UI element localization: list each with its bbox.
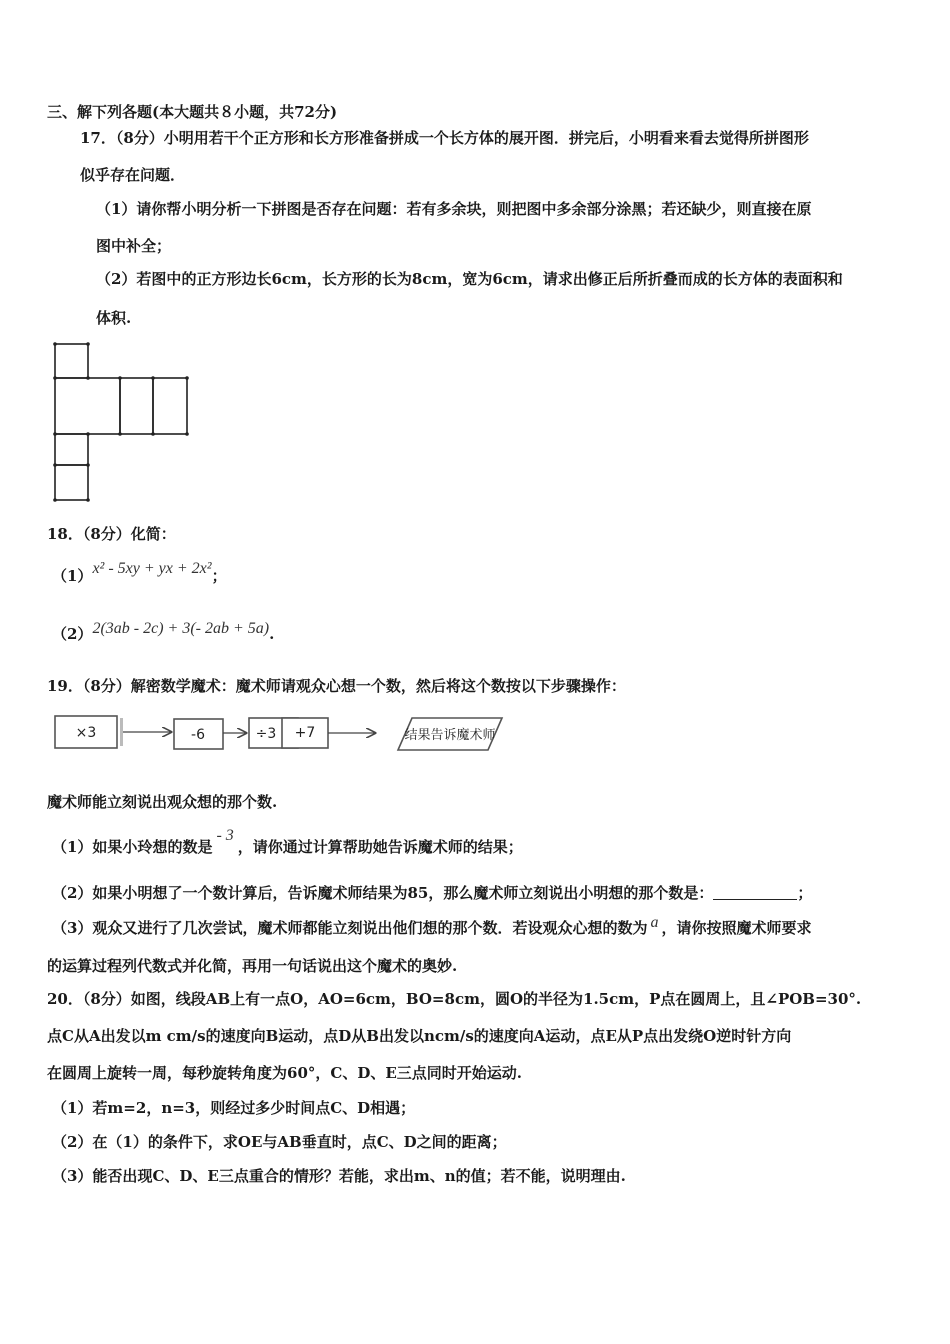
flow-step-1: ×3: [75, 725, 97, 741]
q18-part1-end: ；: [211, 567, 227, 585]
q20-line2: 点C从A出发以m cm/s的速度向B运动，点D从B出发以ncm/s的速度向A运动，点E从P点出发绕O逆时针方向: [47, 1027, 792, 1045]
q20-line1: 20．（8分）如图，线段AB上有一点O，AO=6cm，BO=8cm，圆O的半径为1.5cm，P点在圆周上，且∠POB=30°.: [47, 990, 862, 1008]
q18-part1: [52, 560, 227, 587]
q17-part2-line2: 体积.: [96, 309, 132, 327]
q17-header-cont: 似乎存在问题．: [80, 166, 186, 184]
q19-part1-text-a: （1）如果小玲想的数是: [52, 838, 213, 856]
q17-part1-line2: 图中补全；: [96, 237, 172, 255]
q19-part1: [52, 827, 523, 858]
q18-part2-end: .: [269, 625, 275, 643]
q17-part2-line1: （2）若图中的正方形边长6cm，长方形的长为8cm，宽为6cm，请求出修正后所折叠而成的长方体的表面积和: [96, 270, 843, 288]
q19-part1-number: - 3: [216, 827, 234, 844]
q18-part2-label: （2）: [52, 625, 93, 643]
flow-step-2: -6: [191, 727, 205, 743]
q20-line3: 在圆周上旋转一周，每秒旋转角度为60°，C、D、E三点同时开始运动.: [47, 1064, 522, 1082]
q19-intro: 魔术师能立刻说出观众想的那个数.: [47, 793, 278, 811]
flow-step-3: ÷3: [255, 726, 277, 742]
q19-part2-end: ；: [797, 884, 813, 902]
net-rect-2: [120, 378, 153, 434]
q18-part1-expression: x² - 5xy + yx + 2x²: [92, 560, 212, 577]
q19-part2: [52, 883, 812, 903]
q19-flowchart: [50, 710, 510, 756]
q18-part1-label: （1）: [52, 567, 93, 585]
q20-part3: （3）能否出现C、D、E三点重合的情形？若能，求出m、n的值；若不能，说明理由.: [52, 1167, 626, 1185]
q19-part3-text-b: ，请你按照魔术师要求: [661, 919, 812, 937]
answer-blank[interactable]: [713, 885, 797, 900]
q18-part2-expression: 2(3ab - 2c) + 3(- 2ab + 5a): [92, 620, 270, 637]
q18-header: 18．（8分）化简：: [47, 525, 176, 543]
net-square-bottom: [55, 465, 88, 500]
q19-part3-line2: 的运算过程列代数式并化简，再用一句话说出这个魔术的奥妙.: [47, 957, 458, 975]
flow-result-label: 结果告诉魔术师: [404, 728, 496, 743]
q20-part2: （2）在（1）的条件下，求OE与AB垂直时，点C、D之间的距离；: [52, 1133, 507, 1151]
q20-part1: （1）若m=2，n=3，则经过多少时间点C、D相遇；: [52, 1099, 416, 1117]
q19-part3-variable: a: [650, 914, 659, 931]
cuboid-net-figure: [50, 340, 195, 505]
q19-part1-text-b: ，请你通过计算帮助她告诉魔术师的结果；: [237, 838, 523, 856]
q17-header: 17．（8分）小明用若干个正方形和长方形准备拼成一个长方体的展开图．拼完后，小明看来看去觉得所拼图形: [80, 129, 809, 147]
section-title: 三、解下列各题(本大题共８小题，共72分): [47, 103, 338, 121]
q19-part3-text-a: （3）观众又进行了几次尝试，魔术师都能立刻说出他们想的那个数．若设观众心想的数为: [52, 919, 648, 937]
q19-part3: [52, 914, 812, 939]
net-square-top: [55, 344, 88, 378]
net-square-mid: [55, 434, 88, 465]
net-rect-3: [153, 378, 187, 434]
q19-part2-text: （2）如果小明想了一个数计算后，告诉魔术师结果为85，那么魔术师立刻说出小明想的那个数是：: [52, 884, 714, 902]
q18-part2: [52, 620, 275, 645]
net-rect-1: [55, 378, 120, 434]
q17-part1-line1: （1）请你帮小明分析一下拼图是否存在问题：若有多余块，则把图中多余部分涂黑；若还缺少，则直接在原: [96, 200, 812, 218]
q19-header: 19．（8分）解密数学魔术：魔术师请观众心想一个数，然后将这个数按以下步骤操作：: [47, 677, 626, 695]
flow-step-4: +7: [294, 725, 316, 741]
